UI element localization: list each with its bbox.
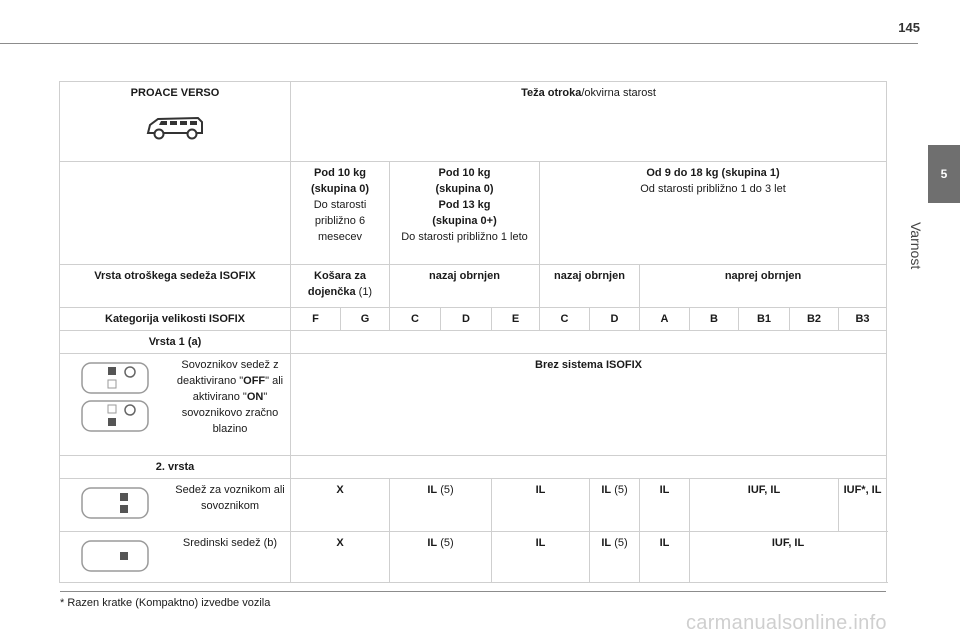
size-class-cell: D — [590, 308, 640, 331]
van-icon — [62, 113, 288, 141]
size-class-cell: A — [640, 308, 690, 331]
weight-header-cell — [291, 82, 887, 162]
row2-side-forward-a: IUF, IL — [690, 479, 839, 532]
car-top-view-icon — [80, 538, 152, 574]
row2-center-cell — [60, 532, 291, 583]
row2-center-rear-c: IL (5) — [590, 532, 640, 583]
carrycot-note: (1) — [355, 286, 373, 298]
row2-side-cell — [60, 479, 291, 532]
footnote-rule — [60, 591, 886, 592]
row2-side-carrycot: X — [291, 479, 390, 532]
carrycot-cell — [291, 265, 390, 308]
size-class-cell: B3 — [839, 308, 887, 331]
size-class-label: Kategorija velikosti ISOFIX — [60, 308, 291, 331]
group-label-cell — [60, 162, 291, 265]
weight-header-rest: /okvirna starost — [581, 87, 656, 99]
group-0-name: (skupina 0) — [310, 183, 370, 195]
group-0plus-age: Do starosti približno 1 leto — [401, 231, 528, 243]
car-top-view-icon — [80, 360, 152, 396]
row2-side-rear-c: IL (5) — [590, 479, 640, 532]
size-class-cell: B2 — [790, 308, 839, 331]
row1-title-blank — [291, 331, 887, 354]
weight-header-bold: Teža otroka — [521, 87, 582, 99]
watermark: carmanualsonline.info — [686, 612, 887, 634]
group-0-weight: Pod 10 kg — [314, 167, 366, 179]
isofix-table — [59, 81, 887, 583]
header-row — [60, 82, 887, 162]
forward-facing-cell: naprej obrnjen — [640, 265, 887, 308]
model-cell — [60, 82, 291, 162]
group-0-cell — [291, 162, 390, 265]
size-class-cell: G — [341, 308, 390, 331]
group-1-weight: Od 9 do 18 kg (skupina 1) — [646, 167, 780, 179]
row2-center-rear-a: IL (5) — [390, 532, 492, 583]
car-top-view-icon — [80, 398, 152, 434]
front-seat-diagrams — [60, 354, 172, 436]
page-number: 145 — [898, 20, 920, 35]
group-1-age: Od starosti približno 1 do 3 let — [640, 183, 786, 195]
group-0plus-weight-b: Pod 13 kg — [438, 199, 491, 211]
group-0plus-cell — [390, 162, 540, 265]
chapter-side-label: Varnost — [908, 222, 924, 270]
carrycot-label: Košara za dojenčka — [307, 270, 366, 298]
rear-facing-cell-2: nazaj obrnjen — [540, 265, 640, 308]
rear-facing-cell-1: nazaj obrnjen — [390, 265, 540, 308]
size-class-cell: F — [291, 308, 341, 331]
row2-title: 2. vrsta — [60, 456, 291, 479]
row2-center-label: Sredinski sedež (b) — [182, 537, 278, 549]
footnote: * Razen kratke (Kompaktno) izvedbe vozila — [60, 597, 271, 609]
row2-side-rear-a: IL (5) — [390, 479, 492, 532]
row2-side-rear-d: IL — [640, 479, 690, 532]
row2-title-blank — [291, 456, 887, 479]
size-class-cell: B — [690, 308, 739, 331]
row1-passenger-row — [60, 354, 887, 456]
airbag-on-label: ON — [246, 391, 264, 403]
row2-side-label: Sedež za voznikom ali sovoznikom — [175, 484, 285, 512]
row2-side-rear-b: IL — [492, 479, 590, 532]
group-0plus-name-a: (skupina 0) — [435, 183, 494, 195]
row2-center-forward: IUF, IL — [690, 532, 887, 583]
car-top-view-icon — [80, 485, 152, 521]
size-class-cell: D — [441, 308, 492, 331]
row1-passenger-label: Sovoznikov sedež z deaktivirano "OFF" ali aktivirano "ON" sovoznikovo zračno blazino — [176, 359, 284, 435]
group-1-cell — [540, 162, 887, 265]
size-class-cell: C — [390, 308, 441, 331]
row2-title-row — [60, 456, 887, 479]
row1-passenger-cell — [60, 354, 291, 456]
size-class-row — [60, 308, 887, 331]
model-name: PROACE VERSO — [130, 87, 220, 99]
row2-side-row — [60, 479, 887, 532]
size-class-cell: E — [492, 308, 540, 331]
chapter-tab[interactable] — [928, 145, 960, 203]
seat-type-label: Vrsta otroškega sedeža ISOFIX — [60, 265, 291, 308]
seat-type-row — [60, 265, 887, 308]
row2-center-row — [60, 532, 887, 583]
chapter-tab-number: 5 — [940, 167, 948, 181]
size-class-cell: C — [540, 308, 590, 331]
group-0plus-name-b: (skupina 0+) — [432, 215, 497, 227]
airbag-off-label: OFF — [243, 375, 266, 387]
row1-title-row — [60, 331, 887, 354]
row2-center-rear-b: IL — [492, 532, 590, 583]
row2-center-rear-d: IL — [640, 532, 690, 583]
top-rule — [0, 43, 918, 44]
row2-side-forward-b: IUF*, IL — [839, 479, 887, 532]
no-isofix-cell: Brez sistema ISOFIX — [291, 354, 887, 456]
row2-center-carrycot: X — [291, 532, 390, 583]
group-0-age: Do starosti približno 6 mesecev — [313, 199, 367, 243]
row1-title: Vrsta 1 (a) — [60, 331, 291, 354]
group-0plus-weight-a: Pod 10 kg — [438, 167, 491, 179]
size-class-cell: B1 — [739, 308, 790, 331]
group-row — [60, 162, 887, 265]
